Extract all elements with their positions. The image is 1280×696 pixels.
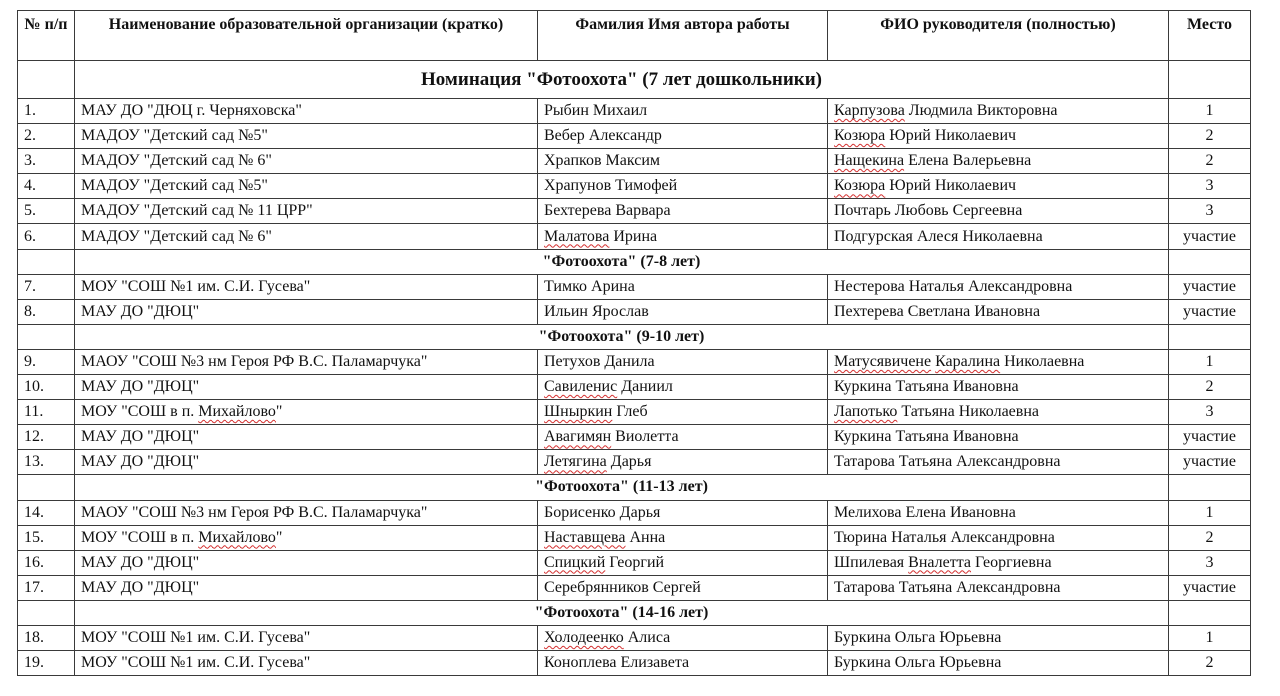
organization-cell: МАУ ДО "ДЮЦ" xyxy=(75,550,538,575)
section-header-row xyxy=(18,249,1251,274)
place-cell: 2 xyxy=(1169,149,1251,174)
place-cell: 1 xyxy=(1169,349,1251,374)
organization-cell: МАДОУ "Детский сад №5" xyxy=(75,124,538,149)
author-cell: Серебрянников Сергей xyxy=(538,575,828,600)
author-cell: Тимко Арина xyxy=(538,274,828,299)
table-row xyxy=(18,550,1251,575)
table-row xyxy=(18,651,1251,676)
table-row xyxy=(18,375,1251,400)
author-cell: Авагимян Виолетта xyxy=(538,425,828,450)
place-cell: участие xyxy=(1169,299,1251,324)
table-row xyxy=(18,625,1251,650)
leader-cell: Козюра Юрий Николаевич xyxy=(828,174,1169,199)
section-empty-cell xyxy=(1169,324,1251,349)
leader-cell: Куркина Татьяна Ивановна xyxy=(828,375,1169,400)
header-organization: Наименование образовательной организации (кратко) xyxy=(75,11,538,61)
row-number: 4. xyxy=(18,174,75,199)
place-cell: 3 xyxy=(1169,400,1251,425)
row-number: 11. xyxy=(18,400,75,425)
organization-cell: МАДОУ "Детский сад № 6" xyxy=(75,224,538,249)
table-row xyxy=(18,274,1251,299)
table-row xyxy=(18,299,1251,324)
table-row xyxy=(18,575,1251,600)
organization-cell: МОУ "СОШ №1 им. С.И. Гусева" xyxy=(75,274,538,299)
leader-cell: Козюра Юрий Николаевич xyxy=(828,124,1169,149)
place-cell: 3 xyxy=(1169,550,1251,575)
organization-cell: МАОУ "СОШ №3 нм Героя РФ В.С. Паламарчука" xyxy=(75,500,538,525)
leader-cell: Буркина Ольга Юрьевна xyxy=(828,651,1169,676)
organization-cell: МАУ ДО "ДЮЦ" xyxy=(75,575,538,600)
leader-cell: Нащекина Елена Валерьевна xyxy=(828,149,1169,174)
row-number: 15. xyxy=(18,525,75,550)
table-row xyxy=(18,174,1251,199)
row-number: 6. xyxy=(18,224,75,249)
table-row xyxy=(18,199,1251,224)
place-cell: 2 xyxy=(1169,375,1251,400)
place-cell: 2 xyxy=(1169,124,1251,149)
header-row xyxy=(18,11,1251,61)
place-cell: 1 xyxy=(1169,99,1251,124)
section-header-row xyxy=(18,600,1251,625)
section-title: "Фотоохота" (7-8 лет) xyxy=(75,249,1169,274)
section-empty-cell xyxy=(1169,600,1251,625)
author-cell: Борисенко Дарья xyxy=(538,500,828,525)
leader-cell: Подгурская Алеся Николаевна xyxy=(828,224,1169,249)
header-number: № п/п xyxy=(18,11,75,61)
table-row xyxy=(18,425,1251,450)
table-row xyxy=(18,525,1251,550)
place-cell: участие xyxy=(1169,575,1251,600)
organization-cell: МАДОУ "Детский сад № 11 ЦРР" xyxy=(75,199,538,224)
author-cell: Шныркин Глеб xyxy=(538,400,828,425)
place-cell: участие xyxy=(1169,224,1251,249)
organization-cell: МОУ "СОШ в п. Михайлово" xyxy=(75,400,538,425)
table-row xyxy=(18,349,1251,374)
leader-cell: Шпилевая Вналетта Георгиевна xyxy=(828,550,1169,575)
section-title: Номинация "Фотоохота" (7 лет дошкольники) xyxy=(75,61,1169,99)
table-row xyxy=(18,149,1251,174)
place-cell: 3 xyxy=(1169,199,1251,224)
organization-cell: МАДОУ "Детский сад №5" xyxy=(75,174,538,199)
header-author: Фамилия Имя автора работы xyxy=(538,11,828,61)
organization-cell: МАУ ДО "ДЮЦ" xyxy=(75,425,538,450)
organization-cell: МАУ ДО "ДЮЦ" xyxy=(75,299,538,324)
author-cell: Храпков Максим xyxy=(538,149,828,174)
row-number: 17. xyxy=(18,575,75,600)
section-header-row xyxy=(18,475,1251,500)
header-place: Место xyxy=(1169,11,1251,61)
author-cell: Ильин Ярослав xyxy=(538,299,828,324)
table-body xyxy=(18,61,1251,676)
leader-cell: Пехтерева Светлана Ивановна xyxy=(828,299,1169,324)
row-number: 13. xyxy=(18,450,75,475)
row-number: 2. xyxy=(18,124,75,149)
section-title: "Фотоохота" (14-16 лет) xyxy=(75,600,1169,625)
leader-cell: Карпузова Людмила Викторовна xyxy=(828,99,1169,124)
section-title: "Фотоохота" (9-10 лет) xyxy=(75,324,1169,349)
section-empty-cell xyxy=(18,475,75,500)
place-cell: 2 xyxy=(1169,651,1251,676)
organization-cell: МОУ "СОШ №1 им. С.И. Гусева" xyxy=(75,651,538,676)
organization-cell: МАУ ДО "ДЮЦ" xyxy=(75,450,538,475)
leader-cell: Почтарь Любовь Сергеевна xyxy=(828,199,1169,224)
row-number: 10. xyxy=(18,375,75,400)
row-number: 14. xyxy=(18,500,75,525)
organization-cell: МАУ ДО "ДЮЦ" xyxy=(75,375,538,400)
author-cell: Савиленис Даниил xyxy=(538,375,828,400)
row-number: 18. xyxy=(18,625,75,650)
row-number: 8. xyxy=(18,299,75,324)
table-row xyxy=(18,124,1251,149)
leader-cell: Тюрина Наталья Александровна xyxy=(828,525,1169,550)
organization-cell: МАУ ДО "ДЮЦ г. Черняховска" xyxy=(75,99,538,124)
section-empty-cell xyxy=(18,249,75,274)
place-cell: участие xyxy=(1169,274,1251,299)
author-cell: Наставщева Анна xyxy=(538,525,828,550)
place-cell: участие xyxy=(1169,450,1251,475)
organization-cell: МАОУ "СОШ №3 нм Героя РФ В.С. Паламарчука" xyxy=(75,349,538,374)
row-number: 3. xyxy=(18,149,75,174)
section-empty-cell xyxy=(1169,61,1251,99)
table-row xyxy=(18,224,1251,249)
leader-cell: Мелихова Елена Ивановна xyxy=(828,500,1169,525)
section-empty-cell xyxy=(1169,475,1251,500)
results-table xyxy=(17,10,1251,676)
row-number: 9. xyxy=(18,349,75,374)
leader-cell: Лапотько Татьяна Николаевна xyxy=(828,400,1169,425)
leader-cell: Татарова Татьяна Александровна xyxy=(828,450,1169,475)
place-cell: 1 xyxy=(1169,500,1251,525)
author-cell: Коноплева Елизавета xyxy=(538,651,828,676)
place-cell: 1 xyxy=(1169,625,1251,650)
leader-cell: Буркина Ольга Юрьевна xyxy=(828,625,1169,650)
section-empty-cell xyxy=(1169,249,1251,274)
row-number: 7. xyxy=(18,274,75,299)
section-empty-cell xyxy=(18,600,75,625)
row-number: 12. xyxy=(18,425,75,450)
author-cell: Летягина Дарья xyxy=(538,450,828,475)
section-empty-cell xyxy=(18,61,75,99)
author-cell: Бехтерева Варвара xyxy=(538,199,828,224)
author-cell: Храпунов Тимофей xyxy=(538,174,828,199)
table-row xyxy=(18,500,1251,525)
author-cell: Спицкий Георгий xyxy=(538,550,828,575)
organization-cell: МАДОУ "Детский сад № 6" xyxy=(75,149,538,174)
leader-cell: Татарова Татьяна Александровна xyxy=(828,575,1169,600)
author-cell: Малатова Ирина xyxy=(538,224,828,249)
author-cell: Петухов Данила xyxy=(538,349,828,374)
table-row xyxy=(18,99,1251,124)
author-cell: Вебер Александр xyxy=(538,124,828,149)
place-cell: 3 xyxy=(1169,174,1251,199)
leader-cell: Нестерова Наталья Александровна xyxy=(828,274,1169,299)
table-row xyxy=(18,400,1251,425)
author-cell: Холодеенко Алиса xyxy=(538,625,828,650)
place-cell: 2 xyxy=(1169,525,1251,550)
section-empty-cell xyxy=(18,324,75,349)
section-header-row xyxy=(18,324,1251,349)
section-header-row xyxy=(18,61,1251,99)
row-number: 16. xyxy=(18,550,75,575)
organization-cell: МОУ "СОШ в п. Михайлово" xyxy=(75,525,538,550)
organization-cell: МОУ "СОШ №1 им. С.И. Гусева" xyxy=(75,625,538,650)
leader-cell: Матусявичене Каралина Николаевна xyxy=(828,349,1169,374)
table-row xyxy=(18,450,1251,475)
header-leader: ФИО руководителя (полностью) xyxy=(828,11,1169,61)
row-number: 1. xyxy=(18,99,75,124)
row-number: 19. xyxy=(18,651,75,676)
row-number: 5. xyxy=(18,199,75,224)
place-cell: участие xyxy=(1169,425,1251,450)
author-cell: Рыбин Михаил xyxy=(538,99,828,124)
leader-cell: Куркина Татьяна Ивановна xyxy=(828,425,1169,450)
section-title: "Фотоохота" (11-13 лет) xyxy=(75,475,1169,500)
